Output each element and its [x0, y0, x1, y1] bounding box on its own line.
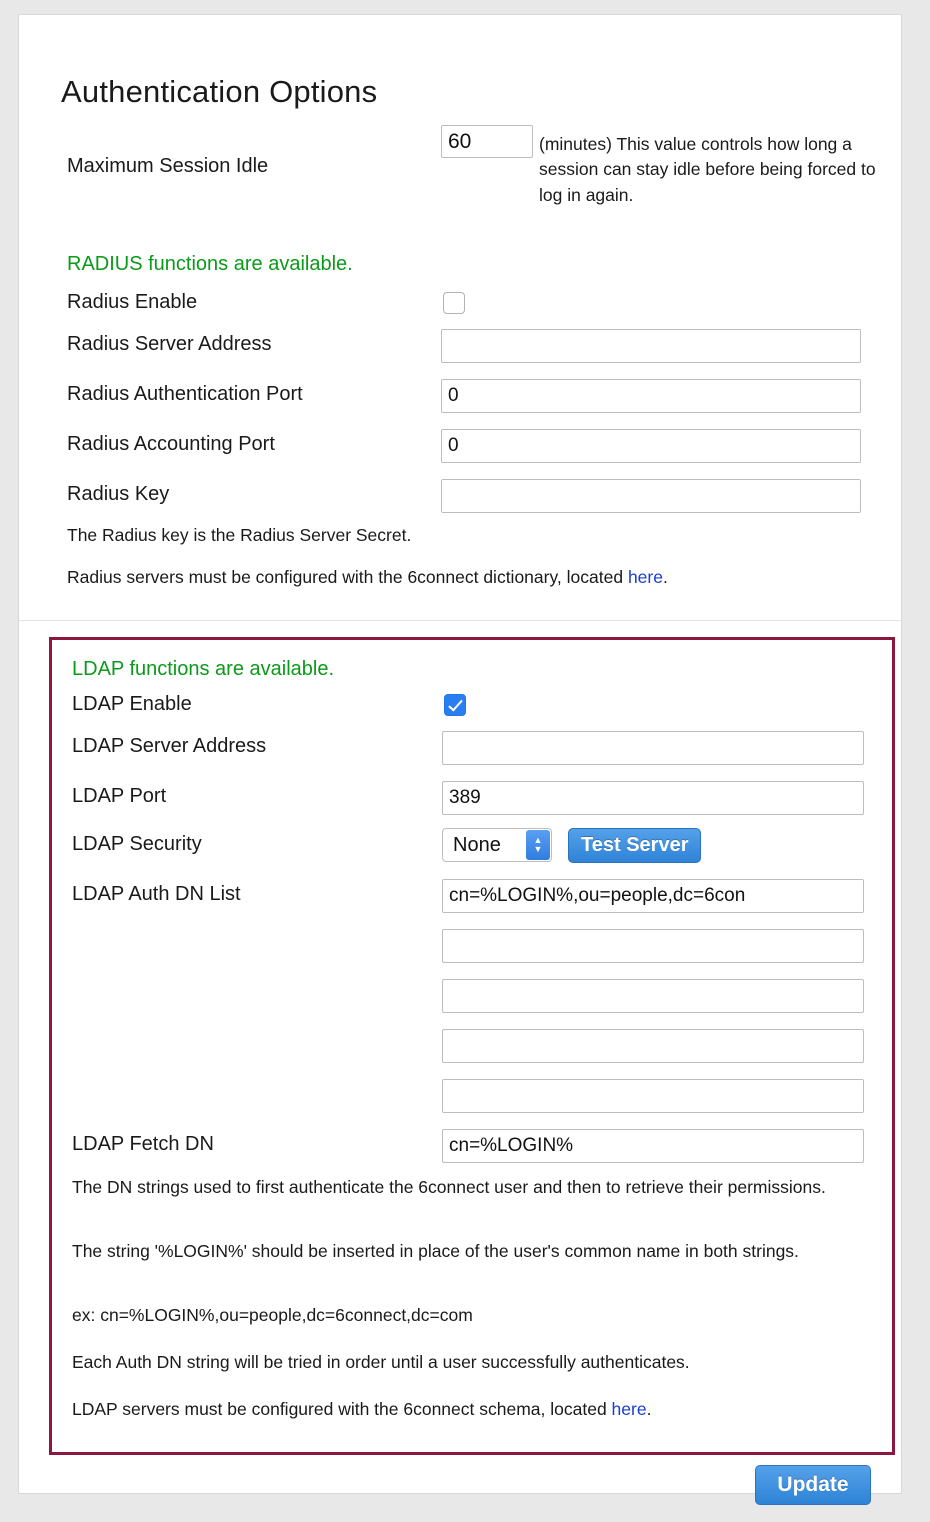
ldap-enable-checkbox[interactable] [444, 694, 466, 716]
radius-key-input[interactable] [441, 479, 861, 513]
ldap-note-schema [72, 1397, 892, 1422]
radius-dictionary-note-pre: Radius servers must be configured with the 6connect dictionary, located [67, 567, 628, 587]
max-session-idle-input[interactable] [441, 125, 533, 158]
ldap-schema-link[interactable]: here [611, 1399, 647, 1419]
ldap-auth-dn-input-5[interactable] [442, 1079, 864, 1113]
radius-accounting-port-label: Radius Accounting Port [67, 433, 275, 455]
ldap-section [49, 637, 895, 1455]
ldap-security-selected-value: None [453, 833, 501, 856]
ldap-fetch-dn-label: LDAP Fetch DN [72, 1133, 214, 1155]
ldap-security-select[interactable] [442, 828, 552, 862]
chevron-updown-icon: ▲ ▼ [526, 830, 550, 860]
radius-key-label: Radius Key [67, 483, 170, 505]
ldap-note-example: ex: cn=%LOGIN%,ou=people,dc=6connect,dc=com [72, 1305, 473, 1325]
radius-auth-port-input[interactable] [441, 379, 861, 413]
max-session-idle-description: (minutes) This value controls how long a session can stay idle before being forced to log in again. [539, 134, 876, 205]
ldap-note-login-token: The string '%LOGIN%' should be inserted in place of the user's common name in both strings. [72, 1241, 799, 1261]
radius-server-address-label: Radius Server Address [67, 333, 272, 355]
ldap-server-address-label: LDAP Server Address [72, 735, 267, 757]
radius-auth-port-label: Radius Authentication Port [67, 383, 303, 405]
radius-accounting-port-input[interactable] [441, 429, 861, 463]
radius-key-note: The Radius key is the Radius Server Secret. [67, 525, 412, 545]
ldap-status-text: LDAP functions are available. [72, 658, 335, 680]
ldap-auth-dn-input-1[interactable] [442, 879, 864, 913]
radius-enable-label: Radius Enable [67, 291, 198, 313]
radius-server-address-input[interactable] [441, 329, 861, 363]
ldap-note-order: Each Auth DN string will be tried in order until a user successfully authenticates. [72, 1352, 690, 1372]
authentication-options-panel [18, 14, 902, 1494]
radius-dictionary-note [67, 565, 668, 590]
ldap-auth-dn-input-4[interactable] [442, 1029, 864, 1063]
ldap-enable-label: LDAP Enable [72, 693, 192, 715]
ldap-note-schema-pre: LDAP servers must be configured with the 6connect schema, located [72, 1399, 612, 1419]
update-button[interactable]: Update [755, 1465, 871, 1505]
ldap-fetch-dn-input[interactable] [442, 1129, 864, 1163]
ldap-port-input[interactable] [442, 781, 864, 815]
section-divider [19, 620, 903, 621]
ldap-port-label: LDAP Port [72, 785, 167, 807]
page-title: Authentication Options [61, 73, 378, 109]
radius-dictionary-link[interactable]: here [627, 567, 663, 587]
ldap-auth-dn-list-label: LDAP Auth DN List [72, 883, 241, 905]
max-session-idle-label: Maximum Session Idle [67, 155, 269, 177]
radius-enable-checkbox[interactable] [443, 292, 465, 314]
ldap-auth-dn-input-2[interactable] [442, 929, 864, 963]
radius-status-text: RADIUS functions are available. [67, 253, 353, 275]
ldap-note-dn-strings: The DN strings used to first authenticate the 6connect user and then to retrieve their permissions. [72, 1177, 826, 1197]
ldap-auth-dn-input-3[interactable] [442, 979, 864, 1013]
ldap-server-address-input[interactable] [442, 731, 864, 765]
ldap-security-label: LDAP Security [72, 833, 202, 855]
radius-dictionary-note-post: . [662, 567, 668, 587]
ldap-note-schema-post: . [646, 1399, 652, 1419]
test-server-button[interactable]: Test Server [568, 828, 701, 863]
